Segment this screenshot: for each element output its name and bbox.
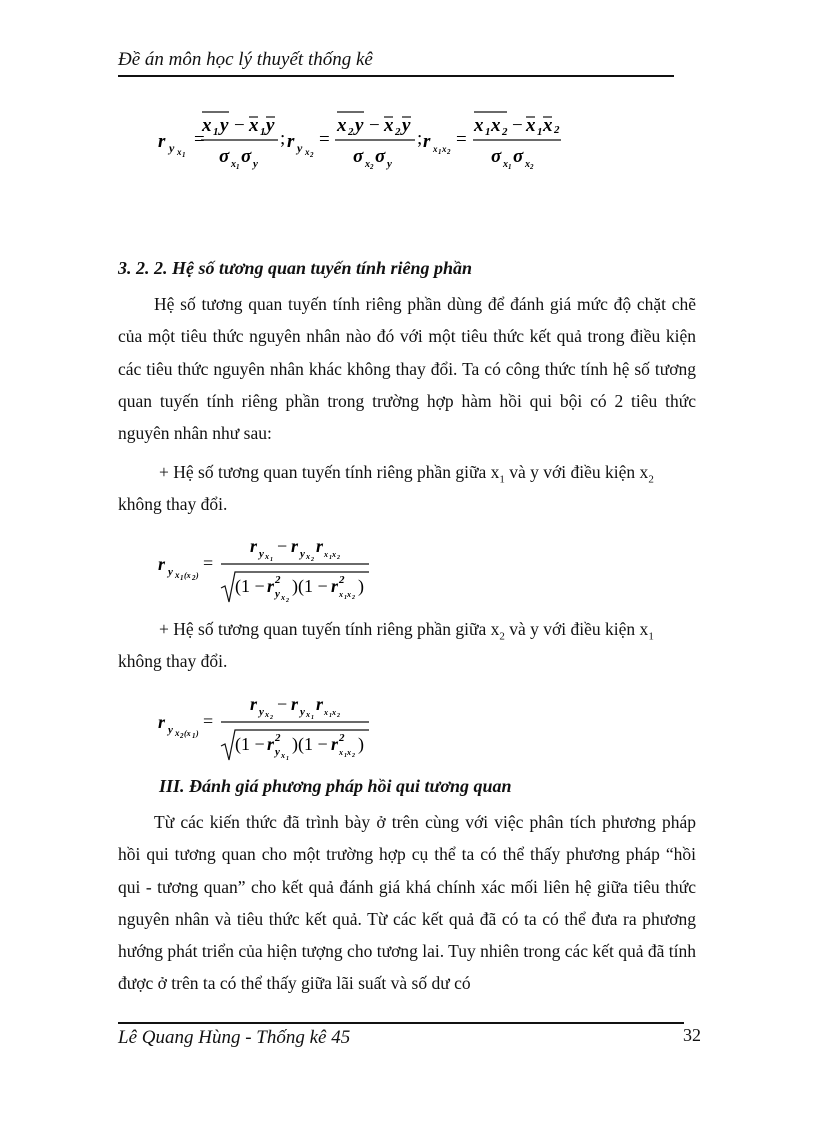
svg-text:σ: σ bbox=[241, 146, 252, 167]
svg-text:2: 2 bbox=[395, 126, 401, 138]
svg-text:r: r bbox=[267, 734, 275, 754]
svg-text:−: − bbox=[277, 694, 288, 714]
svg-text:y: y bbox=[402, 115, 411, 136]
svg-text:): ) bbox=[358, 576, 364, 596]
svg-text:x: x bbox=[433, 144, 438, 154]
svg-text:2: 2 bbox=[311, 557, 314, 563]
svg-text:1: 1 bbox=[311, 715, 314, 721]
svg-text:x: x bbox=[281, 593, 285, 602]
svg-text:x: x bbox=[337, 115, 347, 136]
svg-text:r: r bbox=[250, 536, 258, 556]
svg-text:r: r bbox=[291, 694, 299, 714]
svg-text:1: 1 bbox=[180, 574, 184, 582]
svg-text:y: y bbox=[300, 548, 305, 560]
svg-text:=: = bbox=[319, 129, 330, 150]
svg-text:): ) bbox=[196, 729, 199, 738]
svg-text:x: x bbox=[231, 159, 236, 170]
svg-text:y: y bbox=[168, 566, 173, 578]
svg-text:(x: (x bbox=[184, 571, 191, 580]
svg-text:1: 1 bbox=[344, 595, 347, 601]
svg-text:r: r bbox=[158, 131, 166, 152]
svg-text:1: 1 bbox=[182, 151, 186, 159]
svg-text:2: 2 bbox=[192, 574, 196, 582]
svg-text:x: x bbox=[347, 590, 351, 599]
svg-text:2: 2 bbox=[337, 713, 340, 719]
svg-text:x: x bbox=[202, 115, 212, 136]
svg-text:σ: σ bbox=[513, 146, 524, 167]
svg-text:x: x bbox=[265, 552, 269, 561]
svg-text:y: y bbox=[300, 706, 305, 718]
svg-text:=: = bbox=[203, 553, 214, 573]
section-heading-III: III. Đánh giá phương pháp hồi qui tương quan bbox=[159, 776, 512, 796]
svg-text:=: = bbox=[203, 711, 214, 731]
svg-text:1: 1 bbox=[485, 126, 491, 138]
svg-text:r: r bbox=[331, 576, 339, 596]
svg-text:x: x bbox=[347, 748, 351, 757]
svg-text:=: = bbox=[456, 129, 467, 150]
svg-text:σ: σ bbox=[375, 146, 386, 167]
svg-text:r: r bbox=[291, 536, 299, 556]
svg-text:x: x bbox=[177, 147, 182, 157]
svg-text:x: x bbox=[324, 708, 328, 717]
svg-text:−: − bbox=[512, 115, 523, 136]
svg-text:σ: σ bbox=[219, 146, 230, 167]
page-number: 32 bbox=[683, 1025, 701, 1045]
svg-text:(x: (x bbox=[184, 729, 191, 738]
svg-text:x: x bbox=[543, 115, 553, 136]
list-item-partial-x1: + Hệ số tương quan tuyến tính riêng phần giữa $x_1$ và y với điều kiện $x_2$ bbox=[159, 462, 654, 486]
svg-text:2: 2 bbox=[348, 126, 354, 138]
footer-author: Lê Quang Hùng - Thống kê 45 bbox=[118, 1027, 351, 1048]
svg-text:1: 1 bbox=[192, 732, 196, 740]
svg-text:x: x bbox=[306, 710, 310, 719]
svg-text:σ: σ bbox=[491, 146, 502, 167]
formula-simple-correlation bbox=[155, 100, 575, 180]
svg-text:x: x bbox=[249, 115, 259, 136]
svg-text:σ: σ bbox=[353, 146, 364, 167]
svg-text:y: y bbox=[355, 115, 364, 136]
svg-text:1: 1 bbox=[236, 163, 240, 171]
svg-text:2: 2 bbox=[352, 753, 355, 759]
svg-text:1: 1 bbox=[213, 126, 219, 138]
svg-text:(1 −: (1 − bbox=[235, 734, 265, 754]
header-rule bbox=[118, 75, 674, 77]
svg-text:y: y bbox=[275, 588, 280, 600]
svg-text:x: x bbox=[175, 570, 180, 580]
svg-text:y: y bbox=[220, 115, 229, 136]
svg-text:x: x bbox=[175, 728, 180, 738]
svg-text:2: 2 bbox=[530, 163, 534, 171]
svg-text:2: 2 bbox=[352, 595, 355, 601]
svg-text:r: r bbox=[423, 131, 431, 152]
svg-text:)(1 −: )(1 − bbox=[292, 734, 328, 754]
svg-text:2: 2 bbox=[447, 148, 451, 156]
svg-text:1: 1 bbox=[438, 148, 442, 156]
svg-text:r: r bbox=[250, 694, 258, 714]
svg-text:x: x bbox=[281, 751, 285, 760]
svg-text:2: 2 bbox=[275, 732, 281, 744]
header-title: Đề án môn học lý thuyết thống kê bbox=[118, 49, 373, 70]
svg-text:x: x bbox=[526, 115, 536, 136]
svg-text:x: x bbox=[332, 708, 336, 717]
svg-text:1: 1 bbox=[329, 713, 332, 719]
svg-text:x: x bbox=[305, 147, 310, 157]
svg-text:1: 1 bbox=[286, 756, 289, 762]
svg-text:x: x bbox=[384, 115, 394, 136]
svg-text:r: r bbox=[158, 554, 166, 574]
svg-text:1: 1 bbox=[344, 753, 347, 759]
svg-text:2: 2 bbox=[339, 574, 345, 586]
svg-text:r: r bbox=[316, 536, 324, 556]
svg-text:x: x bbox=[365, 159, 370, 170]
svg-text:2: 2 bbox=[180, 732, 184, 740]
svg-text:2: 2 bbox=[310, 151, 314, 159]
svg-text:2: 2 bbox=[286, 598, 289, 604]
svg-text:;: ; bbox=[280, 128, 286, 149]
svg-text:2: 2 bbox=[339, 732, 345, 744]
svg-text:y: y bbox=[266, 115, 275, 136]
svg-text:−: − bbox=[369, 115, 380, 136]
svg-text:r: r bbox=[158, 712, 166, 732]
svg-text:x: x bbox=[324, 550, 328, 559]
svg-text:1: 1 bbox=[537, 126, 543, 138]
svg-text:y: y bbox=[253, 158, 258, 170]
svg-text:2: 2 bbox=[502, 126, 508, 138]
list-item-partial-x2-cont: không thay đổi. bbox=[118, 651, 228, 671]
svg-text:y: y bbox=[168, 724, 173, 736]
svg-text:y: y bbox=[259, 548, 264, 560]
svg-text:2: 2 bbox=[370, 163, 374, 171]
formula-partial-x2 bbox=[155, 688, 385, 768]
svg-text:r: r bbox=[287, 131, 295, 152]
svg-text:1: 1 bbox=[329, 555, 332, 561]
paragraph-3-2-2: Hệ số tương quan tuyến tính riêng phần dùng để đánh giá mức độ chặt chẽ của một tiêu thức nguyên nhân nào đó với một tiêu thức kết quả trong điều kiện các tiêu thức nguyên nhân khác không thay đổi. Ta có công thức tính hệ số tương quan tuyến tính riêng phần trong trường hợp hàm hồi qui bội có 2 tiêu thức nguyên nhân như sau: bbox=[118, 294, 696, 444]
svg-text:y: y bbox=[275, 746, 280, 758]
svg-text:x: x bbox=[442, 144, 447, 154]
svg-text:): ) bbox=[196, 571, 199, 580]
svg-text:2: 2 bbox=[337, 555, 340, 561]
svg-text:r: r bbox=[316, 694, 324, 714]
svg-text:r: r bbox=[331, 734, 339, 754]
svg-text:(1 −: (1 − bbox=[235, 576, 265, 596]
svg-text:−: − bbox=[277, 536, 288, 556]
svg-text:−: − bbox=[234, 115, 245, 136]
svg-text:x: x bbox=[474, 115, 484, 136]
svg-text:2: 2 bbox=[270, 715, 273, 721]
svg-text:r: r bbox=[267, 576, 275, 596]
list-item-partial-x2: + Hệ số tương quan tuyến tính riêng phần giữa $x_2$ và y với điều kiện $x_1$ bbox=[159, 619, 654, 643]
svg-text:x: x bbox=[491, 115, 501, 136]
list-item-partial-x1-cont: không thay đổi. bbox=[118, 494, 228, 514]
formula-partial-x1 bbox=[155, 530, 385, 610]
svg-text:;: ; bbox=[417, 128, 423, 149]
svg-text:y: y bbox=[259, 706, 264, 718]
svg-text:x: x bbox=[265, 710, 269, 719]
svg-text:2: 2 bbox=[554, 124, 560, 136]
svg-text:2: 2 bbox=[275, 574, 281, 586]
svg-text:x: x bbox=[332, 550, 336, 559]
paragraph-III: Từ các kiến thức đã trình bày ở trên cùng với việc phân tích phương pháp hồi qui tương quan cho một trường hợp cụ thể ta có thể thấy phương pháp “hồi qui - tương quan” cho kết quả đánh giá khá chính xác mối liên hệ giữa tiêu thức nguyên nhân và tiêu thức kết quả. Từ các kết quả đã có ta có thể đưa ra phương hướng phát triển của hiện tượng cho tương lai. Tuy nhiên trong các kết quả đã tính được ở trên ta có thể thấy giữa lãi suất và số dư có bbox=[118, 812, 696, 994]
section-heading-3-2-2: 3. 2. 2. Hệ số tương quan tuyến tính riêng phần bbox=[118, 258, 473, 278]
footer-rule bbox=[118, 1022, 684, 1024]
svg-text:x: x bbox=[339, 748, 343, 757]
svg-text:y: y bbox=[387, 158, 392, 170]
svg-text:y: y bbox=[297, 141, 303, 155]
svg-text:): ) bbox=[358, 734, 364, 754]
svg-text:1: 1 bbox=[260, 126, 266, 138]
svg-text:x: x bbox=[306, 552, 310, 561]
svg-text:)(1 −: )(1 − bbox=[292, 576, 328, 596]
svg-text:y: y bbox=[169, 141, 175, 155]
svg-text:x: x bbox=[339, 590, 343, 599]
svg-text:x: x bbox=[525, 159, 530, 170]
svg-text:1: 1 bbox=[270, 557, 273, 563]
svg-text:1: 1 bbox=[508, 163, 512, 171]
svg-text:=: = bbox=[194, 129, 205, 150]
svg-text:x: x bbox=[503, 159, 508, 170]
